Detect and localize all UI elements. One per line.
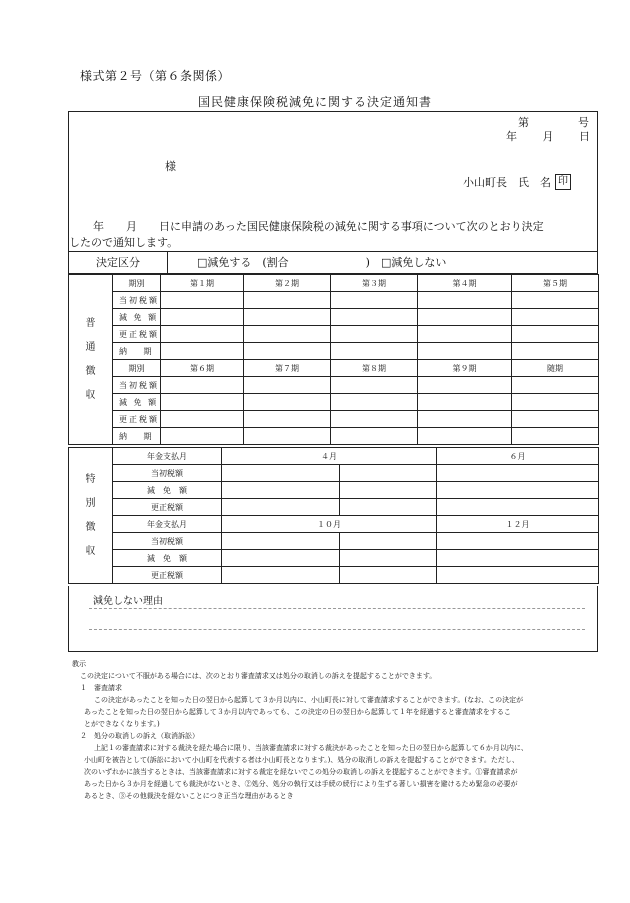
amount-cell[interactable] (331, 292, 418, 309)
amount-cell[interactable] (331, 309, 418, 326)
row-label: 減 免 額 (113, 309, 161, 326)
item1-title: １ 審査請求 (80, 684, 122, 692)
amount-cell[interactable] (222, 567, 340, 584)
amount-cell[interactable] (331, 326, 418, 343)
period-header: 第９期 (418, 360, 512, 377)
amount-cell[interactable] (418, 309, 512, 326)
side-label-char: 別 (85, 497, 96, 509)
amount-cell[interactable] (331, 343, 418, 360)
amount-cell[interactable] (340, 533, 437, 550)
month-label: 年金支払月 (113, 448, 222, 465)
amount-cell[interactable] (222, 482, 340, 499)
row-label: 当初税額 (113, 533, 222, 550)
amount-cell[interactable] (512, 428, 599, 445)
amount-cell[interactable] (418, 411, 512, 428)
amount-cell[interactable] (244, 326, 331, 343)
amount-cell[interactable] (331, 411, 418, 428)
amount-cell[interactable] (161, 394, 244, 411)
item2-body: あるとき、③その他裁決を経ないことにつき正当な理由があるとき (84, 792, 294, 800)
side-label-char: 通 (85, 341, 96, 353)
amount-cell[interactable] (418, 428, 512, 445)
amount-cell[interactable] (244, 309, 331, 326)
addressee: 様 (165, 160, 176, 173)
item2-body: あった日から３か月を経過しても裁決がないとき、②処分、処分の執行又は手続の続行により生ずる著しい損害を避けるため緊急の必要が (84, 780, 518, 788)
amount-cell[interactable] (437, 567, 599, 584)
month-header: １０月 (222, 516, 437, 533)
amount-cell[interactable] (244, 394, 331, 411)
document-title: 国民健康保険税減免に関する決定通知書 (197, 95, 432, 109)
amount-cell[interactable] (340, 550, 437, 567)
amount-cell[interactable] (418, 394, 512, 411)
amount-cell[interactable] (244, 411, 331, 428)
amount-cell[interactable] (437, 482, 599, 499)
amount-cell[interactable] (331, 394, 418, 411)
reason-label: 減免しない理由 (93, 596, 163, 607)
date-year: 年 (506, 130, 517, 143)
amount-cell[interactable] (512, 309, 599, 326)
instruction-title: 教示 (72, 660, 86, 668)
special-side-label (69, 448, 113, 584)
period-label: 期別 (113, 360, 161, 377)
amount-cell[interactable] (437, 533, 599, 550)
issuer (463, 174, 571, 190)
amount-cell[interactable] (512, 377, 599, 394)
amount-cell[interactable] (418, 326, 512, 343)
reason-line (89, 629, 585, 630)
row-label: 当初税額 (113, 377, 161, 394)
amount-cell[interactable] (331, 377, 418, 394)
issue-date (498, 128, 590, 144)
period-label: 期別 (113, 275, 161, 292)
row-label: 更正税額 (113, 567, 222, 584)
ordinary-collection-table (68, 274, 599, 445)
amount-cell[interactable] (161, 377, 244, 394)
amount-cell[interactable] (437, 499, 599, 516)
notice-text (69, 219, 595, 251)
amount-cell[interactable] (512, 326, 599, 343)
date-day: 日 (579, 130, 590, 143)
ordinary-side-label (69, 275, 113, 445)
amount-cell[interactable] (418, 292, 512, 309)
reason-line (89, 608, 585, 609)
amount-cell[interactable] (331, 428, 418, 445)
notice-line-2: したので通知します。 (69, 236, 179, 249)
issuer-name: 小山町長 氏 名 (463, 176, 551, 189)
amount-cell[interactable] (161, 428, 244, 445)
side-label-char: 徴 (85, 365, 96, 377)
month-header: ６月 (437, 448, 599, 465)
period-header: 第１期 (161, 275, 244, 292)
amount-cell[interactable] (418, 377, 512, 394)
row-label: 減 免 額 (113, 482, 222, 499)
item2-body: 上記１の審査請求に対する裁決を経た場合に限り、当該審査請求に対する裁決があったことを知った日の翌日から起算して６か月以内に、 (94, 744, 528, 752)
amount-cell[interactable] (512, 292, 599, 309)
amount-cell[interactable] (161, 411, 244, 428)
amount-cell[interactable] (222, 499, 340, 516)
period-header: 随期 (512, 360, 599, 377)
amount-cell[interactable] (418, 343, 512, 360)
month-header: １２月 (437, 516, 599, 533)
row-label: 納 期 (113, 428, 161, 445)
side-label-char: 徴 (85, 521, 96, 533)
item2-body: 次のいずれかに該当するときは、当該審査請求に対する裁定を経ないでこの処分の取消しの訴えを提起することができます。①審査請求が (84, 768, 518, 776)
period-header: 第６期 (161, 360, 244, 377)
amount-cell[interactable] (437, 550, 599, 567)
item1-body: あったことを知った日の翌日から起算して３か月以内であっても、この決定の日の翌日から起算して１年を経過すると審査請求をするこ (84, 708, 511, 716)
row-label: 減 免 額 (113, 550, 222, 567)
instruction-notes (72, 658, 602, 802)
period-header: 第５期 (512, 275, 599, 292)
amount-cell[interactable] (512, 411, 599, 428)
side-label-char: 収 (85, 545, 96, 557)
item1-body: とができなくなります。) (84, 720, 160, 728)
period-header: 第３期 (331, 275, 418, 292)
reason-box (68, 586, 598, 652)
row-label: 更正税額 (113, 411, 161, 428)
item2-title: ２ 処分の取消しの訴え（取消訴訟） (80, 732, 199, 740)
date-month: 月 (542, 130, 554, 143)
amount-cell[interactable] (512, 343, 599, 360)
form-number: 様式第２号（第６条関係） (80, 69, 231, 83)
period-header: 第８期 (331, 360, 418, 377)
decision-row (68, 251, 598, 274)
amount-cell[interactable] (340, 465, 437, 482)
month-label: 年金支払月 (113, 516, 222, 533)
row-label: 当初税額 (113, 465, 222, 482)
period-header: 第２期 (244, 275, 331, 292)
amount-cell[interactable] (222, 533, 340, 550)
amount-cell[interactable] (340, 499, 437, 516)
month-header: ４月 (222, 448, 437, 465)
seal-mark: 印 (555, 174, 571, 190)
amount-cell[interactable] (340, 482, 437, 499)
amount-cell[interactable] (161, 326, 244, 343)
side-label-char: 収 (85, 389, 96, 401)
amount-cell[interactable] (161, 292, 244, 309)
notice-line-1: 年 月 日に申請のあった国民健康保険税の減免に関する事項について次のとおり決定 (93, 220, 544, 233)
row-label: 更正税額 (113, 326, 161, 343)
document-number: 第 号 (518, 116, 590, 129)
amount-cell[interactable] (161, 343, 244, 360)
amount-cell[interactable] (512, 394, 599, 411)
side-label-char: 普 (85, 317, 96, 329)
amount-cell[interactable] (161, 309, 244, 326)
item2-body: 小山町を被告として(訴訟において小山町を代表する者は小山町長となります。)、処分の取消しの訴えを提起することができます。ただし、 (84, 756, 519, 764)
amount-cell[interactable] (437, 465, 599, 482)
amount-cell[interactable] (222, 550, 340, 567)
amount-cell[interactable] (340, 567, 437, 584)
row-label: 更正税額 (113, 499, 222, 516)
instruction-intro: この決定について不服がある場合には、次のとおり審査請求又は処分の取消しの訴えを提起することができます。 (80, 672, 437, 680)
item1-body: この決定があったことを知った日の翌日から起算して３か月以内に、小山町長に対して審査請求することができます。(なお、この決定が (94, 696, 524, 704)
side-label-char: 特 (85, 473, 96, 485)
period-header: 第７期 (244, 360, 331, 377)
decision-label: 決定区分 (69, 252, 168, 273)
amount-cell[interactable] (244, 377, 331, 394)
row-label: 納 期 (113, 343, 161, 360)
amount-cell[interactable] (222, 465, 340, 482)
amount-cell[interactable] (244, 428, 331, 445)
special-collection-table (68, 447, 599, 584)
decision-options: □減免する (割合 ) □減免しない (197, 256, 447, 269)
row-label: 当初税額 (113, 292, 161, 309)
amount-cell[interactable] (244, 292, 331, 309)
row-label: 減 免 額 (113, 394, 161, 411)
amount-cell[interactable] (244, 343, 331, 360)
period-header: 第４期 (418, 275, 512, 292)
